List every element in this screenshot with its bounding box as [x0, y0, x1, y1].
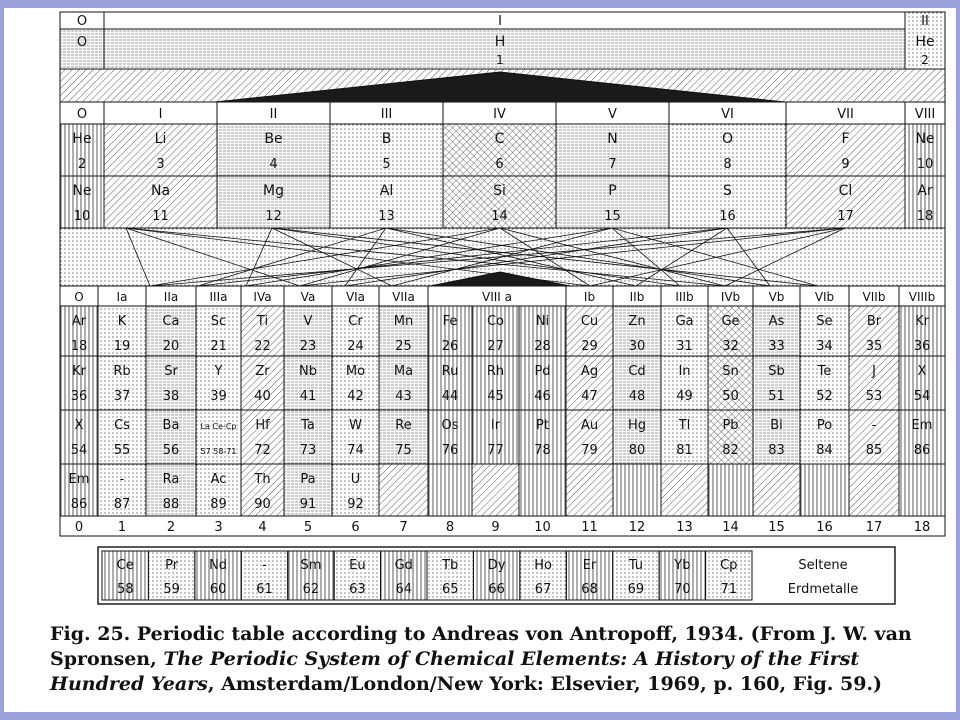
long-element-number: 47: [581, 389, 598, 404]
rare-earth-symbol: Dy: [487, 558, 506, 573]
long-element-number: 35: [865, 339, 883, 354]
group-header-label: O: [76, 107, 88, 122]
long-element-number: 30: [628, 339, 646, 354]
long-element-symbol: Co: [486, 314, 505, 329]
figure-caption: [50, 622, 950, 697]
rare-earth-number: 64: [395, 582, 413, 597]
rare-earth-number: 65: [441, 582, 459, 597]
element-symbol: Be: [264, 131, 283, 147]
long-element-symbol: Bi: [770, 418, 783, 433]
group-number-label: 9: [491, 520, 500, 535]
long-element-symbol: Re: [395, 418, 412, 433]
rare-earth-strip: [98, 547, 895, 604]
rare-earth-number: 66: [488, 582, 505, 597]
long-element-symbol: Cd: [628, 364, 646, 379]
rare-earth-number: 58: [116, 582, 134, 597]
element-number: 7: [608, 157, 617, 172]
long-element-cell: [472, 464, 519, 516]
rare-earth-number: 71: [720, 582, 738, 597]
rare-earth-label-line1: Seltene: [798, 558, 848, 573]
long-element-symbol: U: [350, 472, 361, 487]
group-number-label: 4: [258, 520, 267, 535]
element-symbol: Mg: [263, 183, 284, 199]
long-element-number: 18: [70, 339, 88, 354]
long-element-number: 91: [299, 497, 317, 512]
long-element-number: 29: [581, 339, 598, 354]
long-element-cell: [613, 464, 661, 516]
long-element-number: 87: [113, 497, 131, 512]
element-number: 5: [382, 157, 391, 172]
group-0-label: O: [76, 14, 88, 29]
element-symbol: C: [494, 131, 505, 147]
long-element-symbol: X: [74, 418, 84, 433]
long-element-number: 44: [441, 389, 459, 404]
element-symbol: O: [721, 131, 734, 147]
long-element-symbol: Pa: [300, 472, 316, 487]
long-group-header-label: IIb: [629, 290, 645, 304]
long-element-number: 51: [768, 389, 785, 404]
long-element-cell: [753, 464, 800, 516]
long-element-number: 33: [768, 339, 785, 354]
group-header-label: VIII: [914, 107, 936, 122]
element-number: 8: [723, 157, 732, 172]
long-element-number: 42: [347, 389, 364, 404]
long-element-number: 72: [254, 443, 271, 458]
caption-book-title: The Periodic System of Chemical Elements: A History of the First Hundred Years: [50, 648, 860, 695]
long-element-number: 41: [299, 389, 317, 404]
long-element-cell: [661, 464, 708, 516]
long-element-number: 52: [816, 389, 833, 404]
long-element-cell: [849, 464, 899, 516]
rare-earth-symbol: Cp: [720, 558, 738, 573]
group-number-footer: [60, 516, 945, 536]
element-symbol: Ne: [72, 183, 92, 199]
long-element-number: 21: [210, 339, 227, 354]
long-element-symbol: Cr: [348, 314, 363, 329]
long-element-symbol: -: [871, 418, 877, 433]
long-element-number: 78: [534, 443, 551, 458]
long-element-number: 53: [865, 389, 883, 404]
group-header-label: III: [380, 107, 393, 122]
element-symbol: He: [72, 131, 92, 147]
long-element-number: 26: [441, 339, 459, 354]
long-element-number: 28: [534, 339, 551, 354]
group-number-label: 14: [722, 520, 739, 535]
long-element-symbol: Ca: [162, 314, 180, 329]
rare-earth-symbol: Gd: [394, 558, 413, 573]
element-number: 9: [841, 157, 850, 172]
long-element-symbol: Sb: [768, 364, 785, 379]
element-symbol: Li: [154, 131, 167, 147]
element-symbol: S: [723, 183, 732, 199]
long-element-symbol: Au: [580, 418, 599, 433]
long-element-number: 40: [254, 389, 271, 404]
rare-earth-symbol: Tu: [628, 558, 644, 573]
rare-earth-number: 60: [209, 582, 227, 597]
long-element-symbol: In: [678, 364, 691, 379]
long-element-cell: [379, 464, 428, 516]
long-period-block: [60, 286, 945, 536]
long-element-symbol: Mo: [345, 364, 366, 379]
group-number-label: 7: [399, 520, 408, 535]
long-element-number: 43: [395, 389, 412, 404]
long-element-symbol: Hf: [255, 418, 270, 433]
group-number-label: 6: [351, 520, 360, 535]
long-element-number: 36: [913, 339, 931, 354]
long-element-cell: [899, 464, 945, 516]
long-group-header-label: Va: [300, 290, 316, 304]
group-header-label: II: [269, 107, 278, 122]
group-number-label: 16: [816, 520, 833, 535]
group-number-label: 3: [214, 520, 223, 535]
long-element-symbol: Os: [441, 418, 459, 433]
long-element-symbol: Cs: [114, 418, 130, 433]
long-element-number: 55: [113, 443, 131, 458]
long-element-number: 54: [913, 389, 931, 404]
group-II-label: II: [921, 14, 929, 29]
group-number-label: 17: [865, 520, 883, 535]
group-number-label: 8: [445, 520, 455, 535]
long-element-number: 90: [254, 497, 271, 512]
element-number: 3: [156, 157, 165, 172]
long-element-symbol: Sn: [722, 364, 739, 379]
element-number: 13: [378, 209, 395, 224]
long-element-number: 86: [70, 497, 88, 512]
long-element-symbol: Mn: [393, 314, 414, 329]
long-element-cell: [800, 464, 849, 516]
long-group-header-label: O: [74, 290, 84, 304]
long-element-number: 38: [162, 389, 180, 404]
long-group-header-label: VIII a: [482, 290, 512, 304]
long-element-symbol: Nb: [299, 364, 317, 379]
long-element-symbol: Ge: [721, 314, 740, 329]
long-element-number: 92: [347, 497, 364, 512]
long-element-symbol: Ma: [393, 364, 414, 379]
top-hydrogen-block: [60, 12, 945, 102]
long-element-symbol: Pb: [722, 418, 739, 433]
group-I-label: I: [498, 14, 502, 29]
long-element-symbol: Po: [816, 418, 833, 433]
rare-earth-number: 63: [349, 582, 366, 597]
long-element-symbol: Y: [214, 364, 223, 379]
long-element-number: 81: [676, 443, 693, 458]
long-group-header-label: VIa: [345, 290, 366, 304]
long-group-header-label: VIIa: [392, 290, 415, 304]
hydrogen-row: [60, 29, 905, 69]
rare-earth-number: 67: [534, 582, 552, 597]
long-element-symbol: Pd: [534, 364, 551, 379]
long-element-symbol: Te: [817, 364, 832, 379]
rare-earth-symbol: Tb: [442, 558, 459, 573]
long-element-number: 73: [299, 443, 317, 458]
long-element-number: 75: [395, 443, 412, 458]
long-element-symbol: Em: [68, 472, 90, 487]
long-element-symbol: Ga: [675, 314, 694, 329]
long-element-symbol: Cu: [580, 314, 599, 329]
long-group-header-label: IIIa: [209, 290, 228, 304]
long-group-header-label: IIa: [163, 290, 179, 304]
long-element-number: 22: [254, 339, 271, 354]
hydrogen-symbol: H: [494, 34, 506, 50]
rare-earth-symbol: Nd: [209, 558, 228, 573]
long-element-symbol: Rh: [486, 364, 505, 379]
group-number-label: 15: [768, 520, 785, 535]
rare-earth-symbol: Pr: [165, 558, 179, 573]
long-element-symbol: Zn: [628, 314, 646, 329]
long-element-number: 20: [162, 339, 180, 354]
rare-earth-number: 69: [627, 582, 645, 597]
group-header-label: V: [608, 107, 617, 122]
long-element-number: 76: [441, 443, 459, 458]
rare-earth-symbol: Eu: [349, 558, 366, 573]
long-element-symbol: Ag: [580, 364, 599, 379]
long-element-symbol: Br: [866, 314, 882, 329]
long-element-symbol: Pt: [536, 418, 549, 433]
long-element-number: 82: [722, 443, 739, 458]
long-group-header-label: Ia: [116, 290, 128, 304]
rare-earth-number: 61: [256, 582, 273, 597]
element-number: 2: [77, 157, 87, 172]
rare-earth-number: 68: [581, 582, 598, 597]
element-number: 12: [265, 209, 282, 224]
group-number-label: 18: [913, 520, 931, 535]
long-element-cell: [519, 464, 566, 516]
element-number: 10: [73, 209, 91, 224]
group-header-label: IV: [493, 107, 506, 122]
long-element-symbol: K: [117, 314, 127, 329]
long-element-number: 56: [162, 443, 180, 458]
long-element-symbol: As: [768, 314, 785, 329]
long-group-header-label: VIIIb: [908, 290, 936, 304]
long-element-number: 34: [816, 339, 833, 354]
group-number-label: 0: [74, 520, 84, 535]
long-element-number: 32: [722, 339, 739, 354]
long-element-symbol: Th: [254, 472, 271, 487]
element-number: 11: [152, 209, 169, 224]
long-element-symbol: Sr: [164, 364, 178, 379]
long-element-number: 85: [865, 443, 883, 458]
long-element-number: 79: [581, 443, 598, 458]
group-header-label: VII: [837, 107, 854, 122]
long-element-number: 39: [210, 389, 227, 404]
long-element-number: 24: [347, 339, 364, 354]
caption-prefix: Fig. 25. Periodic table according to Andreas von Antropoff, 1934. (From J. W. van Spronsen,: [50, 623, 912, 670]
long-element-number: 27: [487, 339, 504, 354]
long-element-symbol: Ni: [535, 314, 550, 329]
long-element-symbol: Sc: [210, 314, 227, 329]
long-element-number: 50: [722, 389, 739, 404]
top-header-bar: [60, 12, 905, 29]
long-element-symbol: Ar: [71, 314, 87, 329]
rare-earth-symbol: Sm: [300, 558, 322, 573]
long-element-number: 88: [162, 497, 180, 512]
long-element-number: 45: [487, 389, 504, 404]
element-symbol: Cl: [838, 183, 853, 199]
long-element-symbol: J: [872, 364, 876, 379]
long-element-symbol: La Ce-Cp: [200, 422, 237, 431]
long-group-header-label: Ib: [583, 290, 596, 304]
element-number: 16: [719, 209, 736, 224]
element-symbol: Si: [493, 183, 506, 199]
element-number: 15: [604, 209, 621, 224]
long-element-symbol: Zr: [255, 364, 270, 379]
hydrogen-number: 1: [496, 53, 504, 67]
long-element-symbol: Fe: [442, 314, 458, 329]
long-element-number: 89: [210, 497, 227, 512]
long-element-symbol: Ru: [441, 364, 459, 379]
element-number: 18: [916, 209, 934, 224]
long-group-header-label: IVa: [253, 290, 272, 304]
long-element-cell: [428, 464, 472, 516]
element-symbol: Ne: [915, 131, 935, 147]
long-element-symbol: -: [119, 472, 125, 487]
element-symbol: F: [841, 131, 850, 147]
long-element-number: 19: [113, 339, 131, 354]
long-element-symbol: Rb: [113, 364, 131, 379]
group-0-left-label: O: [76, 35, 88, 50]
long-element-symbol: Kr: [915, 314, 929, 329]
long-element-symbol: Kr: [72, 364, 86, 379]
long-group-header-label: IVb: [720, 290, 741, 304]
helium-number: 2: [921, 53, 929, 67]
rare-earth-number: 70: [674, 582, 691, 597]
long-element-symbol: X: [917, 364, 927, 379]
group-number-label: 13: [676, 520, 693, 535]
element-number: 10: [916, 157, 934, 172]
group-number-label: 1: [117, 520, 127, 535]
long-element-symbol: V: [303, 314, 313, 329]
rare-earth-symbol: Er: [582, 558, 597, 573]
long-element-symbol: Ra: [162, 472, 180, 487]
element-number: 17: [837, 209, 854, 224]
element-number: 4: [269, 157, 278, 172]
long-element-number: 48: [628, 389, 646, 404]
long-element-symbol: W: [349, 418, 362, 433]
long-element-symbol: Ac: [210, 472, 227, 487]
rare-earth-symbol: -: [262, 558, 267, 573]
long-group-header-label: VIIb: [862, 290, 886, 304]
long-element-number: 80: [628, 443, 646, 458]
long-element-number: 84: [816, 443, 833, 458]
long-element-number: 37: [113, 389, 131, 404]
group-header-label: VI: [721, 107, 734, 122]
long-group-header-label: VIb: [814, 290, 835, 304]
long-element-symbol: Tl: [678, 418, 691, 433]
long-element-number: 54: [70, 443, 88, 458]
short-period-block: [60, 102, 945, 228]
rare-earth-number: 59: [163, 582, 180, 597]
group-number-label: 10: [534, 520, 551, 535]
long-element-number: 31: [676, 339, 693, 354]
element-symbol: Na: [150, 183, 171, 199]
long-element-number: 46: [534, 389, 551, 404]
element-symbol: N: [607, 131, 618, 147]
rare-earth-label-line2: Erdmetalle: [787, 582, 859, 597]
rare-earth-symbol: Ho: [534, 558, 552, 573]
long-element-symbol: Em: [911, 418, 933, 433]
group-number-label: 12: [628, 520, 646, 535]
long-element-symbol: Ba: [162, 418, 180, 433]
long-element-number: 57 58-71: [200, 447, 237, 456]
long-element-number: 25: [395, 339, 412, 354]
rare-earth-symbol: Yb: [674, 558, 691, 573]
long-element-number: 49: [676, 389, 693, 404]
long-element-symbol: Ta: [301, 418, 315, 433]
helium-symbol: He: [915, 34, 935, 50]
rare-earth-number: 62: [302, 582, 320, 597]
element-symbol: Al: [379, 183, 394, 199]
long-element-cell: [566, 464, 613, 516]
group-header-label: I: [158, 107, 163, 122]
group-number-label: 11: [581, 520, 598, 535]
caption-suffix: , Amsterdam/London/New York: Elsevier, 1969, p. 160, Fig. 59.): [207, 673, 883, 695]
long-element-number: 74: [347, 443, 364, 458]
long-element-number: 83: [768, 443, 785, 458]
long-element-symbol: Ti: [256, 314, 269, 329]
long-group-header-label: Vb: [768, 290, 785, 304]
rare-earth-symbol: Ce: [116, 558, 134, 573]
crossing-connector-lines: [60, 228, 945, 286]
group-number-label: 5: [303, 520, 313, 535]
slide-frame-bottom: [0, 712, 960, 720]
long-element-number: 36: [70, 389, 88, 404]
element-number: 6: [495, 157, 504, 172]
element-symbol: P: [608, 183, 617, 199]
long-group-header-label: IIIb: [675, 290, 694, 304]
long-element-symbol: Hg: [627, 418, 647, 433]
group-number-label: 2: [166, 520, 176, 535]
long-element-symbol: Se: [816, 314, 833, 329]
element-symbol: Ar: [917, 183, 933, 199]
element-symbol: B: [381, 131, 392, 147]
long-element-number: 23: [299, 339, 317, 354]
element-number: 14: [491, 209, 508, 224]
long-element-symbol: Ir: [490, 418, 501, 433]
long-element-cell: [708, 464, 753, 516]
long-element-number: 77: [487, 443, 504, 458]
long-element-number: 86: [913, 443, 931, 458]
